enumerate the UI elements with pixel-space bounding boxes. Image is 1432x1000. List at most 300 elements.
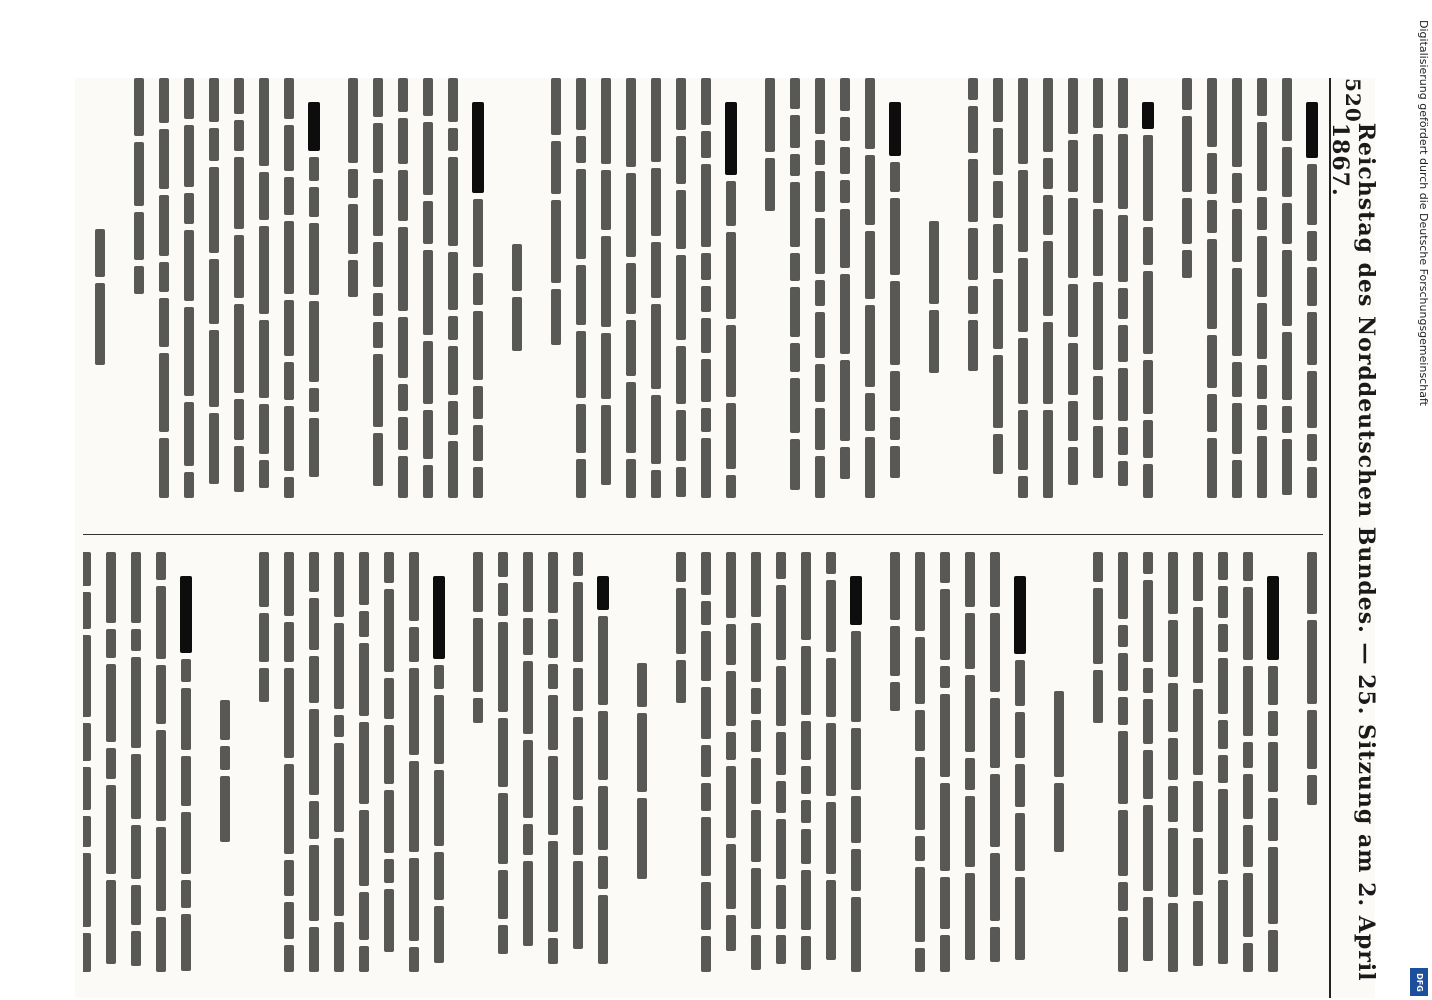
text-line: [884, 552, 906, 990]
text-placeholder: [384, 790, 394, 853]
text-placeholder: [826, 658, 836, 717]
text-placeholder: [1118, 625, 1128, 647]
text-placeholder: [1143, 464, 1153, 498]
text-placeholder: [1143, 580, 1153, 662]
text-placeholder: [1257, 78, 1267, 116]
text-placeholder: [284, 177, 294, 215]
text-placeholder: [1043, 158, 1053, 189]
text-placeholder: [751, 623, 761, 682]
text-placeholder: [1232, 362, 1242, 397]
text-placeholder: [990, 698, 1000, 768]
text-line: [1112, 552, 1134, 990]
text-placeholder: [601, 170, 611, 230]
paragraph-gap: [614, 552, 628, 990]
text-placeholder: [776, 885, 786, 929]
text-placeholder: [181, 756, 191, 806]
text-placeholder: [1018, 78, 1028, 164]
text-placeholder: [637, 798, 647, 879]
text-placeholder: [1068, 447, 1078, 485]
text-line: [962, 78, 984, 516]
text-placeholder: [83, 723, 91, 761]
paragraph-gap: [1031, 552, 1045, 990]
text-placeholder: [940, 877, 950, 929]
text-placeholder: [1182, 116, 1192, 192]
text-placeholder: [1193, 838, 1203, 895]
text-placeholder: [472, 102, 484, 193]
text-placeholder: [1015, 712, 1025, 758]
text-line: [1112, 78, 1134, 516]
text-placeholder: [929, 221, 939, 304]
text-placeholder: [448, 157, 458, 246]
text-placeholder: [1168, 738, 1178, 780]
text-placeholder: [651, 78, 661, 162]
text-line: [214, 552, 236, 990]
text-placeholder: [309, 598, 319, 650]
text-placeholder: [423, 122, 433, 195]
text-placeholder: [434, 665, 444, 689]
text-line: [1162, 552, 1184, 990]
text-placeholder: [284, 764, 294, 854]
text-placeholder: [965, 613, 975, 669]
text-placeholder: [1182, 198, 1192, 244]
text-placeholder: [234, 399, 244, 440]
text-placeholder: [1043, 322, 1053, 404]
text-placeholder: [284, 902, 294, 939]
text-line: [403, 552, 425, 990]
text-placeholder: [1118, 810, 1128, 876]
text-placeholder: [676, 136, 686, 184]
text-placeholder: [83, 767, 91, 810]
text-placeholder: [1043, 78, 1053, 152]
text-line: [570, 78, 592, 516]
column-divider: [83, 534, 1323, 535]
text-placeholder: [359, 643, 369, 716]
paragraph-gap: [528, 78, 542, 516]
text-placeholder: [234, 78, 244, 114]
text-placeholder: [651, 304, 661, 389]
text-placeholder: [1143, 420, 1153, 458]
text-placeholder: [726, 552, 736, 618]
text-placeholder: [1168, 683, 1178, 732]
text-placeholder: [1143, 897, 1153, 961]
text-line: [1187, 552, 1209, 990]
text-placeholder: [209, 167, 219, 253]
text-placeholder: [106, 629, 116, 658]
text-placeholder: [448, 78, 458, 122]
text-placeholder: [573, 806, 583, 855]
text-placeholder: [1018, 476, 1028, 498]
text-placeholder: [676, 467, 686, 497]
text-placeholder: [234, 446, 244, 492]
text-placeholder: [1182, 250, 1192, 278]
text-placeholder: [940, 783, 950, 871]
text-placeholder: [1218, 789, 1228, 874]
text-placeholder: [1068, 198, 1078, 278]
text-placeholder: [184, 193, 194, 224]
text-placeholder: [134, 212, 144, 260]
text-placeholder: [473, 199, 483, 267]
text-placeholder: [284, 945, 294, 972]
text-placeholder: [373, 242, 383, 287]
text-placeholder: [551, 289, 561, 345]
text-placeholder: [1143, 668, 1153, 693]
text-placeholder: [473, 273, 483, 305]
text-placeholder: [284, 406, 294, 471]
text-placeholder: [968, 78, 978, 100]
text-placeholder: [801, 936, 811, 970]
text-line: [820, 552, 842, 990]
text-placeholder: [551, 78, 561, 135]
text-placeholder: [851, 631, 861, 722]
text-placeholder: [259, 78, 269, 166]
text-placeholder: [890, 162, 900, 192]
text-placeholder: [725, 102, 737, 175]
text-placeholder: [156, 586, 166, 659]
text-placeholder: [1143, 805, 1153, 891]
text-placeholder: [851, 897, 861, 972]
text-placeholder: [993, 181, 1003, 218]
text-line: [492, 552, 514, 990]
text-placeholder: [940, 589, 950, 660]
text-placeholder: [726, 732, 736, 760]
text-line: [670, 78, 692, 516]
text-placeholder: [131, 754, 141, 819]
text-placeholder: [776, 552, 786, 579]
text-placeholder: [576, 265, 586, 325]
text-placeholder: [498, 552, 508, 577]
text-placeholder: [309, 656, 319, 703]
text-placeholder: [434, 852, 444, 900]
text-placeholder: [1232, 403, 1242, 454]
paragraph-gap: [450, 552, 464, 990]
text-placeholder: [1043, 410, 1053, 498]
text-placeholder: [1268, 711, 1278, 736]
text-placeholder: [423, 341, 433, 404]
text-line: [89, 78, 111, 516]
text-placeholder: [968, 320, 978, 371]
text-placeholder: [1257, 365, 1267, 399]
text-placeholder: [180, 576, 192, 653]
text-placeholder: [576, 136, 586, 163]
text-placeholder: [865, 155, 875, 225]
text-placeholder: [801, 870, 811, 930]
text-placeholder: [159, 78, 169, 123]
text-placeholder: [1257, 122, 1267, 191]
text-placeholder: [1068, 78, 1078, 134]
text-placeholder: [334, 623, 344, 709]
text-placeholder: [701, 552, 711, 595]
text-line: [1251, 78, 1273, 516]
text-line: [517, 552, 539, 990]
text-placeholder: [409, 858, 419, 941]
text-placeholder: [801, 721, 811, 760]
text-placeholder: [1068, 401, 1078, 441]
text-placeholder: [523, 740, 533, 818]
dfg-logo-text: DFG: [1414, 972, 1424, 992]
text-placeholder: [1118, 653, 1128, 691]
text-placeholder: [131, 825, 141, 879]
text-placeholder: [965, 552, 975, 607]
text-placeholder: [968, 286, 978, 314]
text-placeholder: [512, 297, 522, 351]
paragraph-gap: [906, 78, 920, 516]
text-placeholder: [601, 236, 611, 327]
text-placeholder: [865, 393, 875, 431]
text-placeholder: [83, 552, 91, 586]
text-line: [442, 78, 464, 516]
text-placeholder: [156, 827, 166, 911]
text-placeholder: [1207, 335, 1217, 388]
text-placeholder: [551, 200, 561, 283]
text-placeholder: [373, 123, 383, 173]
text-placeholder: [434, 906, 444, 963]
text-placeholder: [159, 438, 169, 498]
text-placeholder: [309, 223, 319, 295]
text-placeholder: [259, 460, 269, 488]
text-placeholder: [1015, 813, 1025, 871]
text-placeholder: [184, 78, 194, 119]
text-placeholder: [498, 793, 508, 864]
text-placeholder: [701, 817, 711, 876]
text-placeholder: [1243, 552, 1253, 581]
text-placeholder: [131, 657, 141, 748]
text-placeholder: [1307, 467, 1317, 498]
text-placeholder: [993, 224, 1003, 273]
text-placeholder: [801, 552, 811, 640]
text-placeholder: [184, 307, 194, 396]
text-placeholder: [815, 171, 825, 212]
text-placeholder: [826, 723, 836, 796]
text-placeholder: [929, 310, 939, 373]
text-line: [178, 78, 200, 516]
text-placeholder: [865, 305, 875, 387]
text-placeholder: [1218, 552, 1228, 580]
text-placeholder: [701, 783, 711, 811]
text-placeholder: [840, 147, 850, 174]
text-placeholder: [726, 475, 736, 498]
text-line: [253, 78, 275, 516]
text-placeholder: [409, 552, 419, 621]
text-placeholder: [965, 796, 975, 867]
text-placeholder: [573, 552, 583, 576]
paragraph-gap: [1159, 78, 1173, 516]
text-line: [353, 552, 375, 990]
text-placeholder: [1207, 438, 1217, 498]
text-placeholder: [598, 856, 608, 889]
text-placeholder: [181, 880, 191, 908]
page-number: 520: [1341, 78, 1365, 123]
text-placeholder: [448, 316, 458, 340]
text-placeholder: [309, 388, 319, 412]
text-placeholder: [1015, 660, 1025, 706]
text-placeholder: [284, 668, 294, 758]
text-placeholder: [1143, 699, 1153, 744]
text-placeholder: [1168, 786, 1178, 822]
text-placeholder: [701, 286, 711, 312]
text-placeholder: [1282, 147, 1292, 197]
text-placeholder: [751, 720, 761, 752]
text-placeholder: [423, 410, 433, 459]
text-placeholder: [1282, 406, 1292, 433]
text-placeholder: [576, 404, 586, 453]
text-placeholder: [106, 664, 116, 742]
text-placeholder: [523, 618, 533, 655]
text-placeholder: [473, 311, 483, 380]
text-line: [859, 78, 881, 516]
text-placeholder: [1118, 78, 1128, 128]
paragraph-gap: [945, 78, 959, 516]
text-placeholder: [1307, 775, 1317, 805]
text-placeholder: [551, 141, 561, 194]
text-line: [1137, 552, 1159, 990]
text-placeholder: [1282, 332, 1292, 400]
text-placeholder: [993, 279, 1003, 349]
text-placeholder: [801, 800, 811, 823]
text-placeholder: [1093, 376, 1103, 420]
text-placeholder: [751, 758, 761, 804]
text-placeholder: [209, 78, 219, 122]
text-placeholder: [968, 159, 978, 222]
text-placeholder: [676, 78, 686, 130]
text-placeholder: [790, 378, 800, 433]
text-placeholder: [159, 353, 169, 432]
text-placeholder: [1143, 227, 1153, 265]
text-placeholder: [601, 333, 611, 399]
text-placeholder: [398, 417, 408, 450]
text-line: [1009, 552, 1031, 990]
text-placeholder: [184, 402, 194, 466]
text-placeholder: [1307, 312, 1317, 365]
text-placeholder: [865, 437, 875, 498]
text-line: [984, 552, 1006, 990]
text-line: [228, 78, 250, 516]
text-placeholder: [815, 280, 825, 306]
text-line: [834, 78, 856, 516]
text-placeholder: [134, 266, 144, 294]
text-placeholder: [573, 861, 583, 949]
text-placeholder: [131, 629, 141, 651]
text-placeholder: [512, 244, 522, 291]
text-placeholder: [106, 748, 116, 779]
text-placeholder: [851, 728, 861, 790]
text-placeholder: [676, 346, 686, 404]
text-placeholder: [1143, 750, 1153, 799]
text-placeholder: [398, 118, 408, 164]
text-placeholder: [626, 459, 636, 498]
text-placeholder: [815, 456, 825, 498]
text-line: [720, 78, 742, 516]
text-placeholder: [815, 78, 825, 134]
text-placeholder: [651, 168, 661, 236]
text-placeholder: [373, 322, 383, 348]
text-placeholder: [498, 622, 508, 712]
text-line: [620, 78, 642, 516]
text-line: [128, 78, 150, 516]
text-placeholder: [1118, 697, 1128, 725]
text-placeholder: [473, 386, 483, 419]
text-placeholder: [359, 611, 369, 637]
text-placeholder: [1193, 781, 1203, 832]
text-placeholder: [626, 263, 636, 314]
text-placeholder: [1307, 267, 1317, 306]
text-placeholder: [348, 169, 358, 198]
text-placeholder: [1232, 78, 1242, 167]
text-line: [1087, 552, 1109, 990]
text-placeholder: [790, 287, 800, 337]
text-line: [1062, 78, 1084, 516]
text-line: [795, 552, 817, 990]
text-placeholder: [865, 231, 875, 299]
text-placeholder: [131, 931, 141, 966]
text-placeholder: [1243, 873, 1253, 937]
text-placeholder: [1168, 903, 1178, 972]
text-placeholder: [1015, 764, 1025, 807]
text-placeholder: [1118, 368, 1128, 421]
text-placeholder: [409, 761, 419, 852]
text-placeholder: [1218, 658, 1228, 714]
text-placeholder: [701, 318, 711, 353]
text-placeholder: [259, 613, 269, 662]
text-placeholder: [993, 355, 1003, 428]
text-placeholder: [1118, 731, 1128, 804]
text-placeholder: [259, 172, 269, 220]
text-line: [720, 552, 742, 990]
text-placeholder: [840, 78, 850, 111]
text-placeholder: [576, 169, 586, 259]
text-placeholder: [890, 417, 900, 440]
text-placeholder: [701, 631, 711, 681]
text-placeholder: [890, 198, 900, 275]
text-placeholder: [309, 927, 319, 972]
text-placeholder: [373, 78, 383, 117]
text-placeholder: [398, 456, 408, 498]
text-placeholder: [676, 410, 686, 461]
text-placeholder: [726, 915, 736, 951]
text-placeholder: [1232, 460, 1242, 498]
text-placeholder: [309, 418, 319, 477]
text-placeholder: [448, 346, 458, 395]
left-column: [83, 78, 1323, 516]
text-placeholder: [890, 446, 900, 478]
text-placeholder: [1257, 405, 1267, 430]
text-placeholder: [1043, 241, 1053, 316]
text-placeholder: [940, 694, 950, 777]
text-placeholder: [790, 343, 800, 372]
text-placeholder: [448, 128, 458, 151]
text-placeholder: [1243, 943, 1253, 972]
text-placeholder: [398, 170, 408, 221]
text-placeholder: [359, 722, 369, 804]
text-placeholder: [106, 880, 116, 964]
text-placeholder: [826, 552, 836, 574]
text-placeholder: [498, 718, 508, 787]
text-placeholder: [790, 253, 800, 281]
text-placeholder: [1218, 880, 1228, 964]
text-line: [695, 552, 717, 990]
text-line: [809, 78, 831, 516]
text-placeholder: [751, 688, 761, 714]
text-placeholder: [776, 781, 786, 813]
text-line: [278, 552, 300, 990]
text-placeholder: [1015, 877, 1025, 960]
text-placeholder: [384, 678, 394, 719]
text-placeholder: [1093, 552, 1103, 582]
text-placeholder: [765, 158, 775, 211]
text-placeholder: [726, 325, 736, 397]
text-placeholder: [626, 78, 636, 167]
text-placeholder: [1168, 620, 1178, 677]
text-line: [342, 78, 364, 516]
